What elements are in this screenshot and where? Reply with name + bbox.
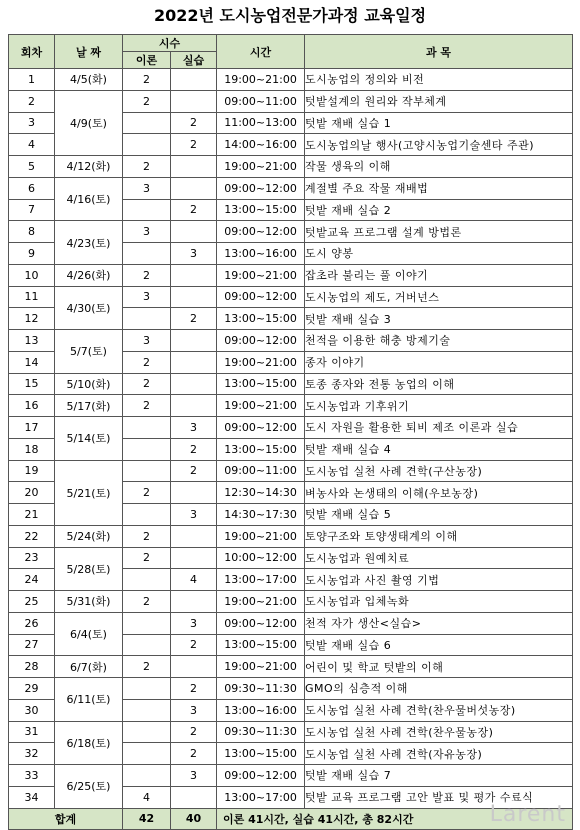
session-subject: 천적 자가 생산<실습> xyxy=(305,612,573,634)
practice-hours xyxy=(171,221,217,243)
session-number: 23 xyxy=(9,547,55,569)
session-subject: 텃밭교육 프로그램 설계 방법론 xyxy=(305,221,573,243)
session-number: 24 xyxy=(9,569,55,591)
session-time: 19:00~21:00 xyxy=(217,525,305,547)
session-subject: 도시농업 실천 사례 견학(찬우물농장) xyxy=(305,721,573,743)
theory-hours: 2 xyxy=(123,591,171,613)
practice-hours: 2 xyxy=(171,134,217,156)
theory-hours xyxy=(123,417,171,439)
session-date: 5/10(화) xyxy=(55,373,123,395)
practice-hours: 2 xyxy=(171,308,217,330)
session-subject: 계절별 주요 작물 재배법 xyxy=(305,177,573,199)
theory-hours: 3 xyxy=(123,330,171,352)
session-number: 20 xyxy=(9,482,55,504)
session-time: 13:00~15:00 xyxy=(217,373,305,395)
session-subject: 종자 이야기 xyxy=(305,351,573,373)
session-time: 09:00~12:00 xyxy=(217,417,305,439)
header-theory: 이론 xyxy=(123,52,171,69)
table-row xyxy=(9,69,573,91)
session-subject: 도시농업 실천 사례 견학(구산농장) xyxy=(305,460,573,482)
practice-hours xyxy=(171,656,217,678)
table-row xyxy=(9,90,573,112)
session-date: 4/16(토) xyxy=(55,177,123,221)
header-date: 날 짜 xyxy=(55,35,123,69)
table-row xyxy=(9,765,573,787)
session-date: 4/23(토) xyxy=(55,221,123,265)
total-row xyxy=(9,808,573,829)
practice-hours xyxy=(171,373,217,395)
session-number: 29 xyxy=(9,678,55,700)
page-title: 2022년 도시농업전문가과정 교육일정 xyxy=(153,6,427,25)
session-time: 09:00~12:00 xyxy=(217,765,305,787)
practice-hours xyxy=(171,547,217,569)
session-time: 09:00~12:00 xyxy=(217,221,305,243)
session-date: 6/18(토) xyxy=(55,721,123,765)
table-header xyxy=(9,35,573,69)
theory-hours xyxy=(123,308,171,330)
theory-hours xyxy=(123,612,171,634)
table-row xyxy=(9,395,573,417)
session-number: 26 xyxy=(9,612,55,634)
total-practice: 40 xyxy=(171,808,217,829)
theory-hours xyxy=(123,634,171,656)
session-date: 5/7(토) xyxy=(55,330,123,374)
theory-hours xyxy=(123,765,171,787)
theory-hours: 2 xyxy=(123,482,171,504)
theory-hours xyxy=(123,721,171,743)
session-number: 6 xyxy=(9,177,55,199)
session-number: 8 xyxy=(9,221,55,243)
session-time: 13:00~15:00 xyxy=(217,308,305,330)
theory-hours xyxy=(123,678,171,700)
session-number: 7 xyxy=(9,199,55,221)
session-date: 6/25(토) xyxy=(55,765,123,809)
table-row xyxy=(9,612,573,634)
table-row xyxy=(9,417,573,439)
session-time: 10:00~12:00 xyxy=(217,547,305,569)
session-date: 4/5(화) xyxy=(55,69,123,91)
practice-hours xyxy=(171,69,217,91)
header-subject: 과 목 xyxy=(305,35,573,69)
session-time: 13:00~15:00 xyxy=(217,743,305,765)
theory-hours xyxy=(123,438,171,460)
session-time: 13:00~15:00 xyxy=(217,438,305,460)
theory-hours: 2 xyxy=(123,69,171,91)
table-row xyxy=(9,525,573,547)
session-time: 11:00~13:00 xyxy=(217,112,305,134)
session-time: 19:00~21:00 xyxy=(217,156,305,178)
session-date: 5/21(토) xyxy=(55,460,123,525)
session-date: 4/26(화) xyxy=(55,264,123,286)
theory-hours: 2 xyxy=(123,656,171,678)
theory-hours: 2 xyxy=(123,373,171,395)
practice-hours xyxy=(171,591,217,613)
session-number: 17 xyxy=(9,417,55,439)
session-subject: 도시농업과 기후위기 xyxy=(305,395,573,417)
session-time: 09:00~12:00 xyxy=(217,177,305,199)
table-row xyxy=(9,591,573,613)
session-date: 6/11(토) xyxy=(55,678,123,722)
session-subject: 텃밭 재배 실습 1 xyxy=(305,112,573,134)
practice-hours xyxy=(171,286,217,308)
theory-hours xyxy=(123,199,171,221)
session-number: 31 xyxy=(9,721,55,743)
session-time: 19:00~21:00 xyxy=(217,591,305,613)
theory-hours xyxy=(123,112,171,134)
table-row xyxy=(9,264,573,286)
session-date: 6/7(화) xyxy=(55,656,123,678)
session-date: 6/4(토) xyxy=(55,612,123,656)
session-subject: 작물 생육의 이해 xyxy=(305,156,573,178)
session-subject: 토양구조와 토양생태계의 이해 xyxy=(305,525,573,547)
theory-hours xyxy=(123,460,171,482)
session-subject: 텃밭 재배 실습 6 xyxy=(305,634,573,656)
session-date: 4/12(화) xyxy=(55,156,123,178)
practice-hours xyxy=(171,156,217,178)
session-number: 9 xyxy=(9,243,55,265)
session-number: 12 xyxy=(9,308,55,330)
session-time: 13:00~15:00 xyxy=(217,199,305,221)
session-subject: 텃밭 교육 프로그램 고안 발표 및 평가 수료식 xyxy=(305,786,573,808)
theory-hours: 3 xyxy=(123,221,171,243)
session-number: 4 xyxy=(9,134,55,156)
session-subject: 도시농업의 정의와 비전 xyxy=(305,69,573,91)
practice-hours xyxy=(171,90,217,112)
session-date: 4/9(토) xyxy=(55,90,123,155)
practice-hours xyxy=(171,177,217,199)
session-time: 19:00~21:00 xyxy=(217,264,305,286)
session-subject: 벼농사와 논생태의 이해(우보농장) xyxy=(305,482,573,504)
practice-hours xyxy=(171,330,217,352)
session-number: 30 xyxy=(9,699,55,721)
theory-hours xyxy=(123,504,171,526)
session-time: 09:00~12:00 xyxy=(217,612,305,634)
session-number: 19 xyxy=(9,460,55,482)
practice-hours: 3 xyxy=(171,765,217,787)
session-subject: 텃밭 재배 실습 5 xyxy=(305,504,573,526)
session-subject: 텃밭 재배 실습 7 xyxy=(305,765,573,787)
table-row xyxy=(9,547,573,569)
practice-hours xyxy=(171,264,217,286)
theory-hours xyxy=(123,569,171,591)
practice-hours xyxy=(171,395,217,417)
table-row xyxy=(9,286,573,308)
theory-hours: 2 xyxy=(123,90,171,112)
session-date: 5/24(화) xyxy=(55,525,123,547)
session-subject: 도시농업과 원예치료 xyxy=(305,547,573,569)
session-number: 5 xyxy=(9,156,55,178)
session-time: 13:00~16:00 xyxy=(217,699,305,721)
total-summary: 이론 41시간, 실습 41시간, 총 82시간 xyxy=(217,808,573,829)
theory-hours: 3 xyxy=(123,177,171,199)
header-hours: 시수 xyxy=(123,35,217,52)
practice-hours: 2 xyxy=(171,112,217,134)
table-row xyxy=(9,460,573,482)
session-subject: 텃밭 재배 실습 4 xyxy=(305,438,573,460)
session-time: 09:00~12:00 xyxy=(217,286,305,308)
watermark: Larent xyxy=(489,802,566,827)
practice-hours: 2 xyxy=(171,743,217,765)
session-number: 21 xyxy=(9,504,55,526)
table-row xyxy=(9,721,573,743)
session-date: 5/17(화) xyxy=(55,395,123,417)
session-date: 4/30(토) xyxy=(55,286,123,330)
practice-hours: 3 xyxy=(171,699,217,721)
table-row xyxy=(9,156,573,178)
session-time: 13:00~17:00 xyxy=(217,786,305,808)
theory-hours: 3 xyxy=(123,286,171,308)
session-number: 16 xyxy=(9,395,55,417)
session-subject: GMO의 심층적 이해 xyxy=(305,678,573,700)
table-row xyxy=(9,373,573,395)
practice-hours: 2 xyxy=(171,438,217,460)
session-time: 19:00~21:00 xyxy=(217,656,305,678)
session-subject: 어린이 및 학교 텃밭의 이해 xyxy=(305,656,573,678)
session-subject: 도시농업의 제도, 거버넌스 xyxy=(305,286,573,308)
session-date: 5/14(토) xyxy=(55,417,123,461)
session-number: 2 xyxy=(9,90,55,112)
session-number: 10 xyxy=(9,264,55,286)
table-row xyxy=(9,330,573,352)
header-time: 시간 xyxy=(217,35,305,69)
session-time: 09:00~11:00 xyxy=(217,90,305,112)
table-row xyxy=(9,656,573,678)
session-subject: 천적을 이용한 해충 방제기술 xyxy=(305,330,573,352)
practice-hours: 3 xyxy=(171,504,217,526)
theory-hours xyxy=(123,743,171,765)
session-time: 09:30~11:30 xyxy=(217,721,305,743)
session-subject: 도시농업의날 행사(고양시농업기술센타 주관) xyxy=(305,134,573,156)
session-subject: 도시 자원을 활용한 퇴비 제조 이론과 실습 xyxy=(305,417,573,439)
session-subject: 텃밭 재배 실습 3 xyxy=(305,308,573,330)
session-number: 25 xyxy=(9,591,55,613)
practice-hours: 2 xyxy=(171,634,217,656)
session-time: 09:00~12:00 xyxy=(217,330,305,352)
session-subject: 토종 종자와 전통 농업의 이해 xyxy=(305,373,573,395)
session-subject: 도시농업 실천 사례 견학(찬우물버섯농장) xyxy=(305,699,573,721)
session-subject: 텃밭설계의 원리와 작부체계 xyxy=(305,90,573,112)
session-subject: 도시농업과 입체녹화 xyxy=(305,591,573,613)
session-date: 5/28(토) xyxy=(55,547,123,591)
session-time: 14:30~17:30 xyxy=(217,504,305,526)
session-number: 33 xyxy=(9,765,55,787)
practice-hours: 3 xyxy=(171,612,217,634)
theory-hours xyxy=(123,243,171,265)
session-date: 5/31(화) xyxy=(55,591,123,613)
session-subject: 도시 양봉 xyxy=(305,243,573,265)
theory-hours: 2 xyxy=(123,156,171,178)
schedule-table xyxy=(8,34,573,830)
total-theory: 42 xyxy=(123,808,171,829)
theory-hours: 2 xyxy=(123,351,171,373)
practice-hours xyxy=(171,786,217,808)
header-session: 회차 xyxy=(9,35,55,69)
session-time: 14:00~16:00 xyxy=(217,134,305,156)
session-number: 13 xyxy=(9,330,55,352)
session-number: 34 xyxy=(9,786,55,808)
session-number: 1 xyxy=(9,69,55,91)
practice-hours xyxy=(171,482,217,504)
session-number: 3 xyxy=(9,112,55,134)
theory-hours xyxy=(123,699,171,721)
practice-hours xyxy=(171,351,217,373)
table-row xyxy=(9,678,573,700)
session-number: 27 xyxy=(9,634,55,656)
theory-hours: 2 xyxy=(123,395,171,417)
theory-hours: 2 xyxy=(123,525,171,547)
session-subject: 도시농업 실천 사례 견학(자유농장) xyxy=(305,743,573,765)
theory-hours: 4 xyxy=(123,786,171,808)
session-time: 12:30~14:30 xyxy=(217,482,305,504)
session-number: 22 xyxy=(9,525,55,547)
practice-hours: 2 xyxy=(171,199,217,221)
session-time: 09:30~11:30 xyxy=(217,678,305,700)
session-number: 28 xyxy=(9,656,55,678)
session-time: 09:00~11:00 xyxy=(217,460,305,482)
session-number: 15 xyxy=(9,373,55,395)
session-time: 19:00~21:00 xyxy=(217,395,305,417)
table-row xyxy=(9,177,573,199)
practice-hours: 3 xyxy=(171,417,217,439)
session-time: 19:00~21:00 xyxy=(217,351,305,373)
practice-hours: 2 xyxy=(171,460,217,482)
practice-hours xyxy=(171,525,217,547)
practice-hours: 4 xyxy=(171,569,217,591)
session-subject: 도시농업과 사진 촬영 기법 xyxy=(305,569,573,591)
session-number: 14 xyxy=(9,351,55,373)
theory-hours: 2 xyxy=(123,547,171,569)
session-time: 13:00~15:00 xyxy=(217,634,305,656)
table-row xyxy=(9,221,573,243)
session-subject: 텃밭 재배 실습 2 xyxy=(305,199,573,221)
total-label: 합계 xyxy=(9,808,123,829)
session-number: 11 xyxy=(9,286,55,308)
session-number: 18 xyxy=(9,438,55,460)
session-subject: 잡초라 불리는 풀 이야기 xyxy=(305,264,573,286)
session-time: 19:00~21:00 xyxy=(217,69,305,91)
theory-hours: 2 xyxy=(123,264,171,286)
session-number: 32 xyxy=(9,743,55,765)
session-time: 13:00~17:00 xyxy=(217,569,305,591)
practice-hours: 3 xyxy=(171,243,217,265)
theory-hours xyxy=(123,134,171,156)
header-practice: 실습 xyxy=(171,52,217,69)
schedule-body xyxy=(9,69,573,809)
session-time: 13:00~16:00 xyxy=(217,243,305,265)
practice-hours: 2 xyxy=(171,678,217,700)
practice-hours: 2 xyxy=(171,721,217,743)
